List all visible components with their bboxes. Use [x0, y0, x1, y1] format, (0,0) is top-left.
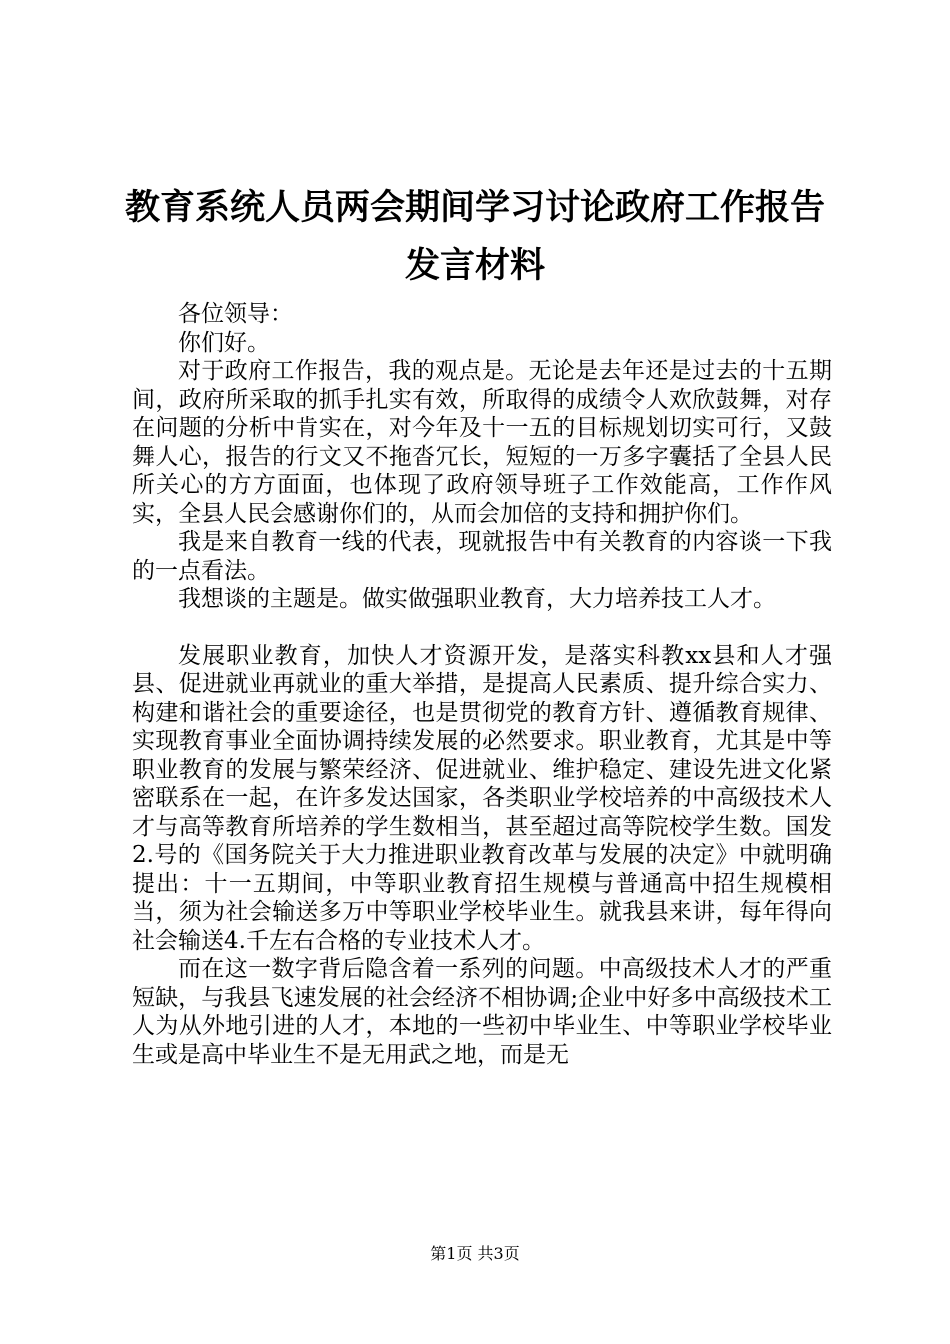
document-title-line-2: 发言材料 [404, 245, 545, 286]
body-paragraph: 而在这一数字背后隐含着一系列的问题。中高级技术人才的严重短缺，与我县飞速发展的社会经济不相协调;企业中好多中高级技术工人为从外地引进的人才，本地的一些初中毕业生、中等职业学校毕业生或是高中毕业生不是无用武之地，而是无 [132, 956, 832, 1068]
body-paragraph: 对于政府工作报告，我的观点是。无论是去年还是过去的十五期间，政府所采取的抓手扎实有效，所取得的成绩令人欢欣鼓舞，对存在问题的分析中肯实在，对今年及十一五的目标规划切实可行，又鼓舞人心，报告的行文又不拖沓冗长，短短的一万多字囊括了全县人民所关心的方方面面，也体现了政府领导班子工作效能高，工作作风实，全县人民会感谢你们的，从而会加倍的支持和拥护你们。 [132, 358, 832, 527]
document-body [132, 300, 832, 1069]
document-title-line-1: 教育系统人员两会期间学习讨论政府工作报告 [124, 187, 825, 228]
body-paragraph: 我是来自教育一线的代表，现就报告中有关教育的内容谈一下我的一点看法。 [132, 529, 832, 584]
body-paragraph: 发展职业教育，加快人才资源开发，是落实科教xx县和人才强县、促进就业再就业的重大举措，是提高人民素质、提升综合实力、构建和谐社会的重要途径，也是贯彻党的教育方针、遵循教育规律、实现教育事业全面协调持续发展的必然要求。职业教育，尤其是中等职业教育的发展与繁荣经济、促进就业、维护稳定、建设先进文化紧密联系在一起，在许多发达国家，各类职业学校培养的中高级技术人才与高等教育所培养的学生数相当，甚至超过高等院校学生数。国发2.号的《国务院关于大力推进职业教育改革与发展的决定》中就明确提出：十一五期间，中等职业教育招生规模与普通高中招生规模相当，须为社会输送多万中等职业学校毕业生。就我县来讲，每年得向社会输送4.千左右合格的专业技术人才。 [132, 642, 832, 954]
greeting: 你们好。 [178, 329, 270, 356]
page-number-footer: 第1页 共3页 [430, 1244, 520, 1263]
salutation: 各位领导： [178, 301, 293, 327]
body-paragraph: 我想谈的主题是。做实做强职业教育，大力培养技工人才。 [178, 586, 776, 612]
